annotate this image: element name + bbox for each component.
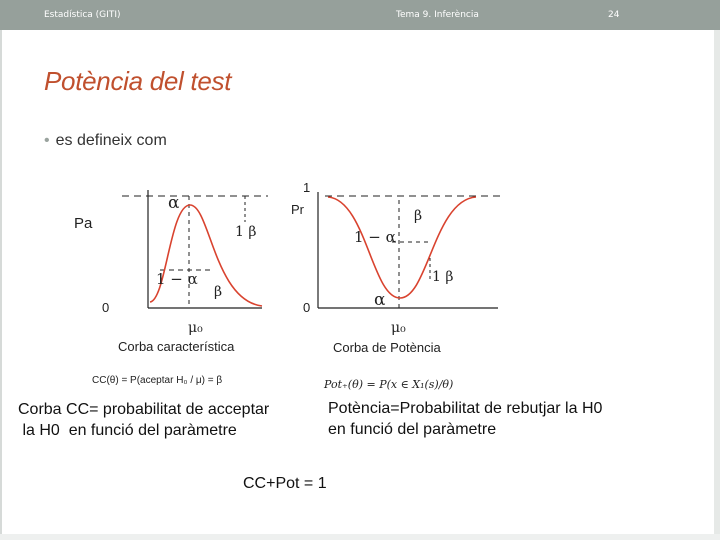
left-mu0-label: μ₀ bbox=[188, 320, 203, 336]
left-plot bbox=[74, 190, 268, 386]
bullet-dot-icon: • bbox=[44, 132, 50, 149]
right-formula: Pot₊(θ) = P(x ∈ X₁(s)/θ) bbox=[324, 378, 454, 391]
right-one-minus-alpha-label: 1 − α bbox=[354, 228, 396, 246]
power-curve bbox=[328, 197, 476, 298]
cc-description: Corba CC= probabilitat de acceptar la H0 en funció del paràmetre bbox=[18, 401, 270, 439]
slide-title: Potència del test bbox=[44, 66, 232, 96]
left-beta-label: β bbox=[214, 284, 223, 300]
right-one-label: 1 bbox=[303, 180, 311, 195]
right-y-axis-label: Pr bbox=[291, 202, 304, 217]
right-one-beta-label: 1 β bbox=[432, 269, 454, 285]
right-beta-label: β bbox=[414, 208, 423, 224]
right-caption: Corba de Potència bbox=[333, 340, 441, 355]
left-zero-label: 0 bbox=[102, 300, 110, 315]
left-formula: CC(θ) = P(aceptar H₀ / μ) = β bbox=[92, 375, 223, 386]
left-alpha-label: α bbox=[168, 193, 180, 213]
page-number: 24 bbox=[608, 10, 620, 20]
header-topic: Tema 9. Inferència bbox=[396, 10, 479, 20]
left-one-beta-label: 1 β bbox=[235, 224, 257, 240]
sum-statement: CC+Pot = 1 bbox=[243, 475, 327, 492]
power-description: Potència=Probabilitat de rebutjar la H0 en funció del paràmetre bbox=[328, 400, 603, 438]
right-mu0-label: μ₀ bbox=[391, 320, 406, 336]
right-alpha-label: α bbox=[374, 290, 386, 310]
left-caption: Corba característica bbox=[118, 339, 235, 354]
header-course: Estadística (GITI) bbox=[44, 10, 121, 20]
right-plot bbox=[291, 180, 500, 391]
left-one-minus-alpha-label: 1 − α bbox=[156, 270, 198, 288]
left-y-axis-label: Pa bbox=[74, 215, 93, 232]
right-zero-label: 0 bbox=[303, 300, 311, 315]
bullet-text: es defineix com bbox=[55, 132, 167, 149]
